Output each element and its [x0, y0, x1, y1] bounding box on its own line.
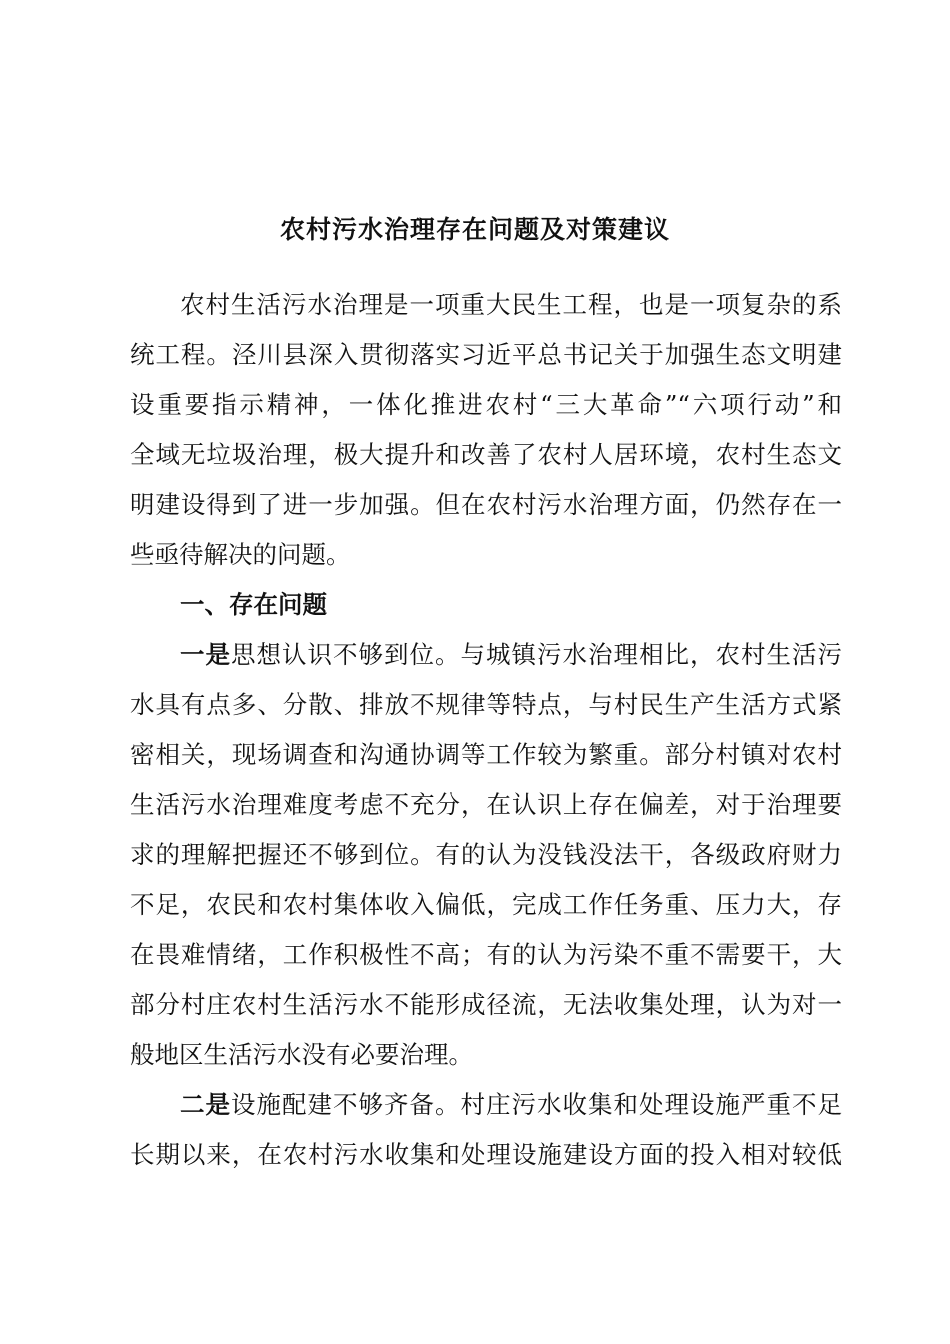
intro-line: 统工程。泾川县深入贯彻落实习近平总书记关于加强生态文明建 — [130, 340, 842, 369]
problem-1-line: 在畏难情绪，工作积极性不高；有的认为污染不重不需要干，大 — [130, 940, 842, 969]
intro-line: 些亟待解决的问题。 — [130, 540, 351, 569]
problem-2-lead: 二是 — [180, 1090, 231, 1119]
intro-line: 设重要指示精神，一体化推进农村“三大革命”“六项行动”和 — [130, 390, 842, 419]
problem-1-first-line-text: 思想认识不够到位。与城镇污水治理相比，农村生活污 — [231, 640, 842, 669]
problem-2-first-line-text: 设施配建不够齐备。村庄污水收集和处理设施严重不足 — [231, 1090, 842, 1119]
intro-line: 农村生活污水治理是一项重大民生工程，也是一项复杂的系 — [180, 290, 842, 319]
problem-1-line: 部分村庄农村生活污水不能形成径流，无法收集处理，认为对一 — [130, 990, 842, 1019]
section-heading: 一、存在问题 — [180, 590, 327, 619]
problem-1-line: 生活污水治理难度考虑不充分，在认识上存在偏差，对于治理要 — [130, 790, 842, 819]
problem-1-line: 密相关，现场调查和沟通协调等工作较为繁重。部分村镇对农村 — [130, 740, 842, 769]
problem-1-line: 求的理解把握还不够到位。有的认为没钱没法干，各级政府财力 — [130, 840, 842, 869]
problem-1-lead: 一是 — [180, 640, 231, 669]
problem-1-line: 般地区生活污水没有必要治理。 — [130, 1040, 473, 1069]
intro-line: 全域无垃圾治理，极大提升和改善了农村人居环境，农村生态文 — [130, 440, 842, 469]
document-title: 农村污水治理存在问题及对策建议 — [279, 215, 670, 244]
problem-1-line: 不足，农民和农村集体收入偏低，完成工作任务重、压力大，存 — [130, 890, 842, 919]
problem-1-first-line — [180, 630, 842, 680]
problem-2-line: 长期以来，在农村污水收集和处理设施建设方面的投入相对较低 — [130, 1140, 842, 1169]
problem-1-line: 水具有点多、分散、排放不规律等特点，与村民生产生活方式紧 — [130, 690, 842, 719]
problem-2-first-line — [180, 1080, 842, 1130]
intro-line: 明建设得到了进一步加强。但在农村污水治理方面，仍然存在一 — [130, 490, 842, 519]
